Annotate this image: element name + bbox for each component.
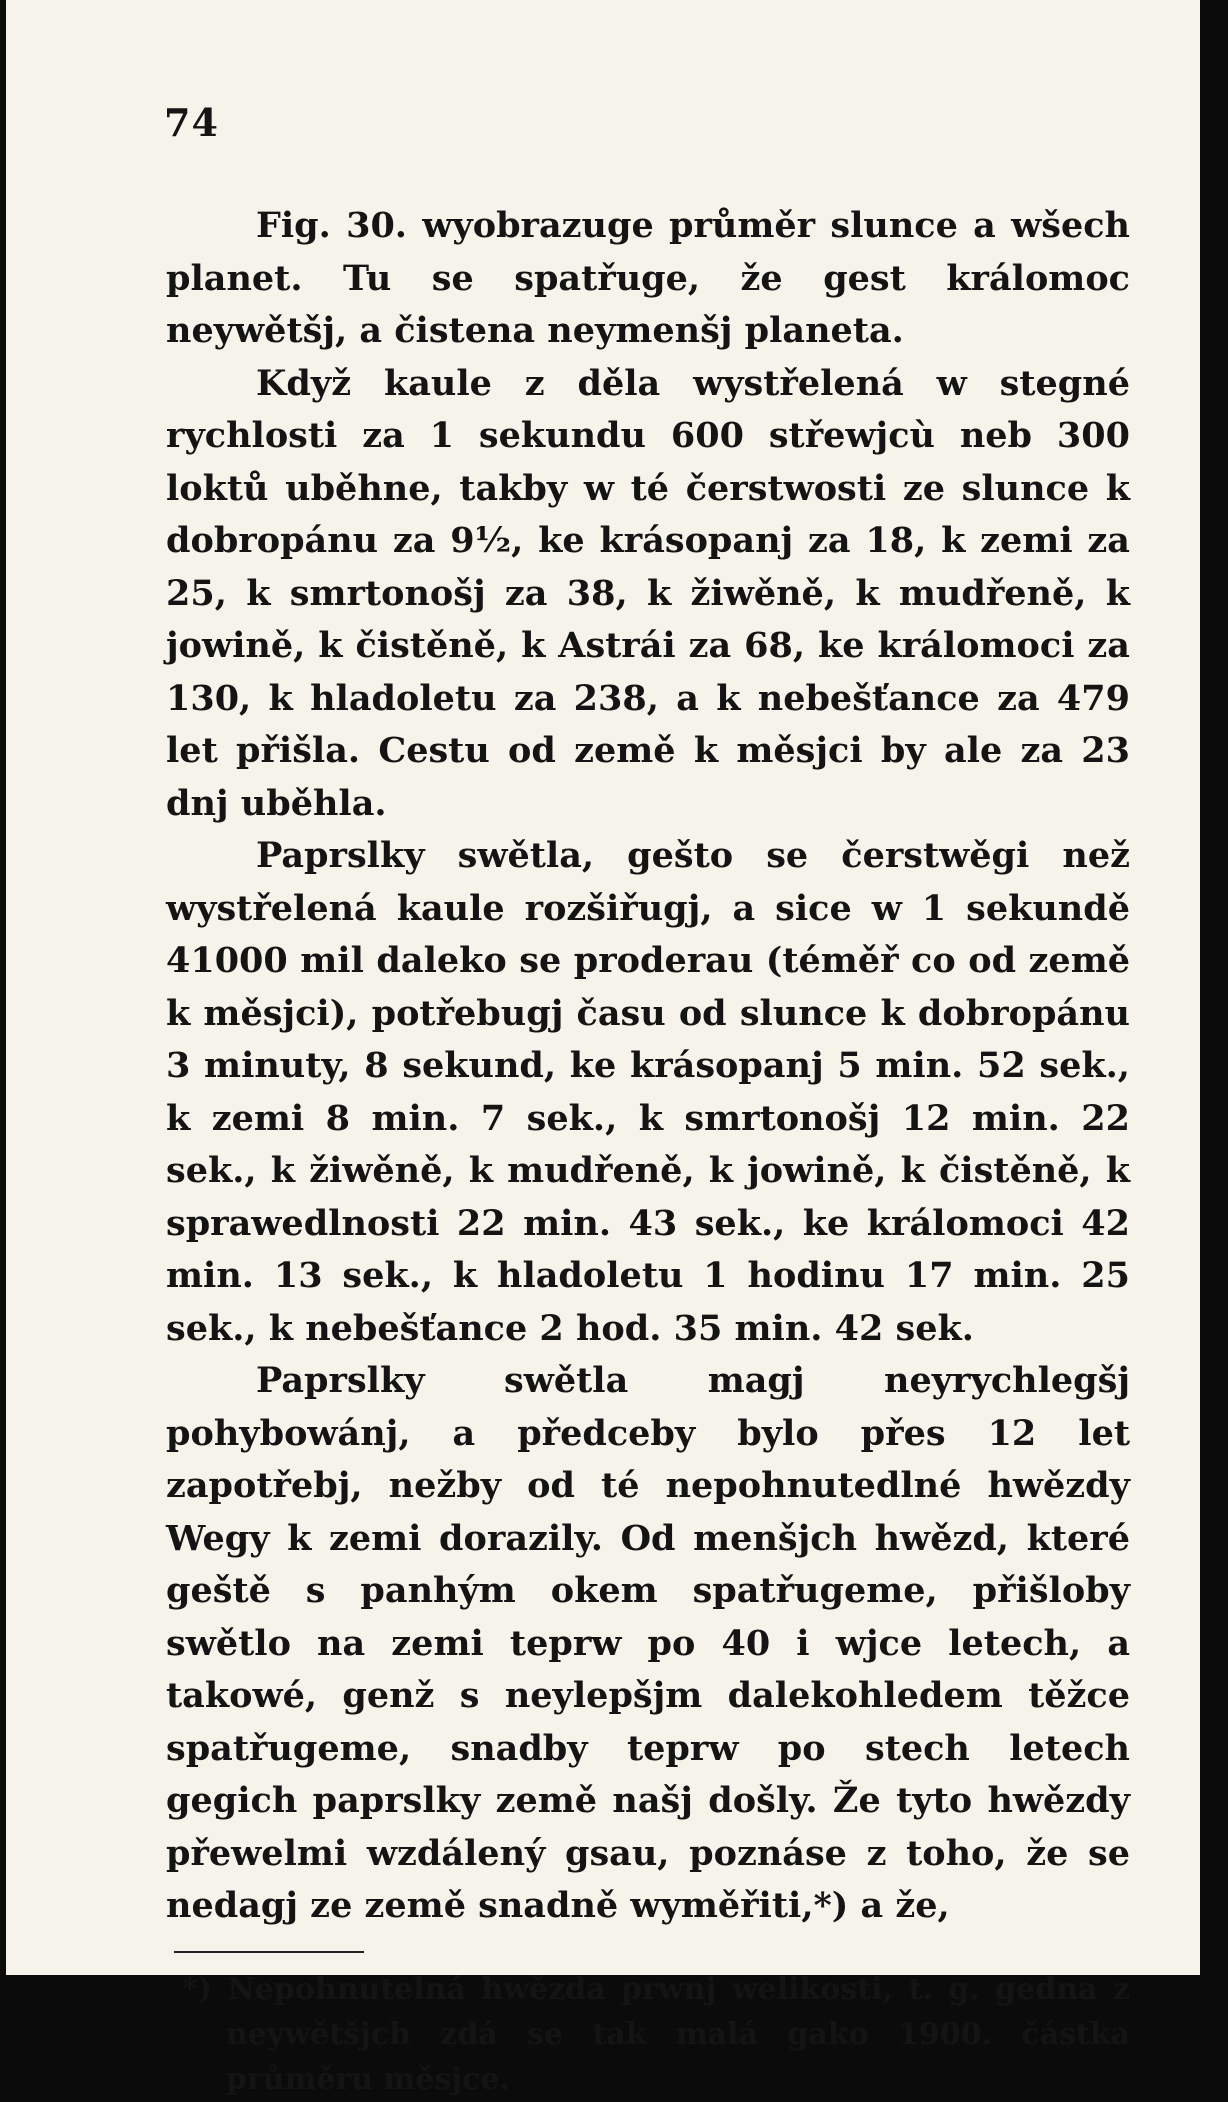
paragraph-light-rays: Paprslky swětla, gešto se čerstwěgi než wystřelená kaule rozšiřugj, a sice w 1 sekundě 41000 mil daleko se proderau (téměř co od země k měsjci), potřebugj času od slunce k dobropánu 3 minuty, 8 sekund, ke krásopanj 5 min. 52 sek., k zemi 8 min. 7 sek., k smrtonošj 12 min. 22 sek., k žiwěně, k mudřeně, k jowině, k čistěně, k sprawedlnosti 22 min. 43 sek., ke králomoci 42 min. 13 sek., k hladoletu 1 hodinu 17 min. 25 sek., k nebešťance 2 hod. 35 min. 42 sek. — [166, 835, 1130, 1349]
book-page — [6, 0, 1200, 2097]
paragraph-stars: Paprslky swětla magj neyrychlegšj pohybowánj, a předceby bylo přes 12 let zapotřebj, nežby od té nepohnutedlné hwězdy Wegy k zemi dorazily. Od menšjch hwězd, které geště s panhým okem spatřugeme, přišloby swětlo na zemi teprw po 40 i wjce letech, a takowé, genž s neylepšjm dalekohledem těžce spatřugeme, snadby teprw po stech letech gegich paprslky země našj došly. Že tyto hwězdy přewelmi wzdálený gsau, poznáse z toho, že se nedagj ze země snadně wyměřiti,*) a že, — [166, 1360, 1130, 1926]
page-number: 74 — [164, 100, 219, 145]
body-text — [166, 200, 1130, 1933]
footnote: *) Nepohnutelná hwězda prwnj welikosti, t. g. gedna z neywětšjch zdá se tak malá gako 1900. částka průměru měsjce. — [182, 1971, 1130, 2097]
paragraph-figure-caption: Fig. 30. wyobrazuge průměr slunce a wšech planet. Tu se spatřuge, že gest králomoc neywětšj, a čistena neymenšj planeta. — [166, 205, 1130, 351]
footnote-divider — [174, 1951, 364, 1953]
paragraph-cannonball: Když kaule z děla wystřelená w stegné rychlosti za 1 sekundu 600 střewjcù neb 300 loktů uběhne, takby w té čerstwosti ze slunce k dobropánu za 9½, ke krásopanj za 18, k zemi za 25, k smrtonošj za 38, k žiwěně, k mudřeně, k jowině, k čistěně, k Astrái za 68, ke králomoci za 130, k hladoletu za 238, a k nebešťance za 479 let přišla. Cestu od země k měsjci by ale za 23 dnj uběhla. — [166, 362, 1130, 824]
